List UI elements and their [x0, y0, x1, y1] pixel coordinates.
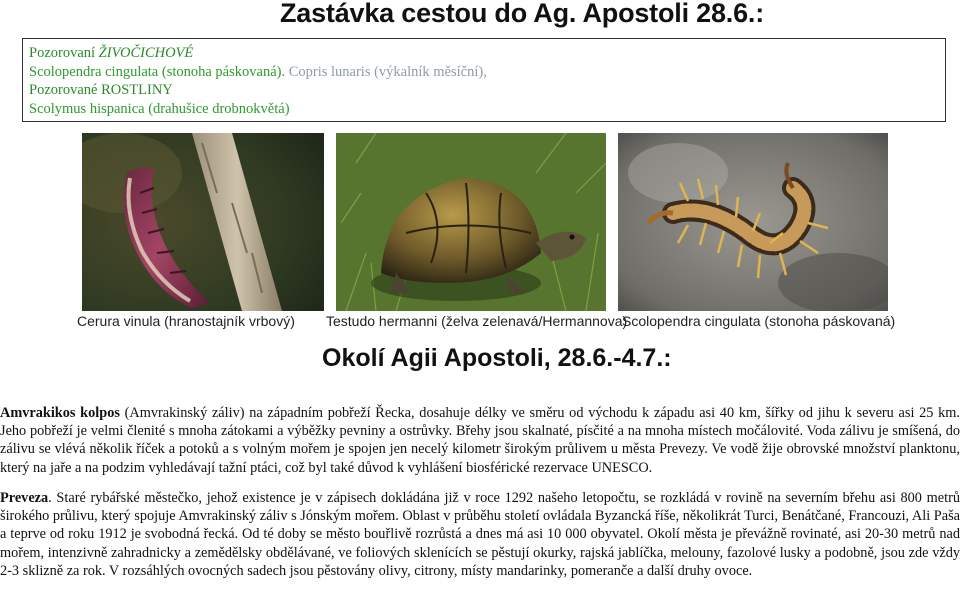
observations-box [22, 38, 946, 122]
photo-scolopendra-cingulata [618, 133, 888, 311]
photo-cerura-vinula [82, 133, 324, 311]
plants-line: Scolymus hispanica (drahušice drobnokvětá) [29, 100, 290, 117]
photo-testudo-hermanni [336, 133, 606, 311]
paragraph-amvrakikos: Amvrakikos kolpos (Amvrakinský záliv) na západním pobřeží Řecka, dosahuje délky ve směru od východu k západu asi 40 km, šířky od jihu k severu asi 25 km. Jeho pobřeží je velmi členité s mnoha zátokami a výběžky pevniny a ostrůvky. Břehy jsou skalnaté, písčité a na mnoha místech močálovité. Voda zálivu je smíšená, do zálivu se vlévá několik říček a potoků a s volným mořem je spojen jen necelý kilometr širokým průlivem u města Prevezy. Ve vodě žije obrovské množství planktonu, který na jaře a na podzim vyhledávají tažní ptáci, což byl také důvod k vyhlášení biosférické rezervace UNESCO. [0, 405, 960, 476]
caption-cerura-vinula: Cerura vinula (hranostajník vrbový) [77, 313, 295, 329]
preveza-heading: Preveza [0, 490, 49, 506]
caption-scolopendra-cingulata: Scolopendra cingulata (stonoha páskovaná) [622, 313, 896, 329]
caption-testudo-hermanni: Testudo hermanni (želva zelenavá/Hermannova) [326, 313, 628, 329]
plants-header: Pozorované ROSTLINY [29, 82, 173, 98]
animals-line-grey: Copris lunaris (výkalník měsíční), [285, 63, 487, 80]
paragraph-preveza: Preveza. Staré rybářské městečko, jehož existence je v zápisech dokládána již v roce 1292 našeho letopočtu, se rozkládá v rovině na severním břehu asi 800 metrů širokého průlivu, který spojuje Amvrakinský záliv s Jónským mořem. Oblast v průběhu století ovládala Byzancká říše, několikrát Turci, Benátčané, Francouzi, Ali Paša a teprve od roku 1912 je svobodná řecká. Od té doby se město bouřlivě rozrůstá a dnes má asi 10 000 obyvatel. Okolí města je převážně rovinaté, asi 20-30 metrů nad mořem, intenzivně zahradnicky a zemědělsky obdělávané, ve foliových sklenících se pěstují okurky, rajská jablíčka, melouny, fazolové lusky a podobně, jsou zde vždy 2-3 sklizně za rok. V rozsáhlých ovocných sadech jsou pěstovány olivy, citrony, místy mandarinky, pomeranče a další druhy ovoce. [0, 490, 960, 579]
animals-header-emph: ŽIVOČICHOVÉ [98, 45, 194, 61]
section-title: Okolí Agii Apostoli, 28.6.-4.7.: [322, 344, 672, 372]
amvrakikos-heading: Amvrakikos kolpos [0, 405, 120, 421]
page-title: Zastávka cestou do Ag. Apostoli 28.6.: [280, 0, 765, 28]
animals-line: Scolopendra cingulata (stonoha páskovaná). Copris lunaris (výkalník měsíční), [29, 63, 487, 80]
animals-header: Pozorovaní ŽIVOČICHOVÉ [29, 45, 194, 61]
